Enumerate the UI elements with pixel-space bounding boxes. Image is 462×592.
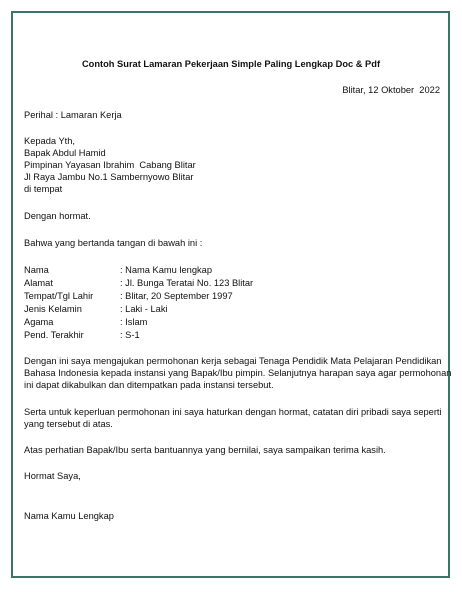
body-paragraph-line: yang tersebut di atas.: [24, 419, 113, 429]
closing: Hormat Saya,: [24, 471, 81, 481]
recipient-line: Bapak Abdul Hamid: [24, 148, 106, 158]
detail-label: Pend. Terakhir: [24, 330, 84, 340]
body-paragraph-line: Bahasa Indonesia kepada instansi yang Bapak/Ibu pimpin. Selanjutnya harapan saya agar permohonan: [24, 368, 452, 378]
detail-value: : Nama Kamu lengkap: [120, 265, 212, 275]
letter-subject: Perihal : Lamaran Kerja: [24, 110, 122, 120]
detail-label: Nama: [24, 265, 49, 275]
detail-label: Agama: [24, 317, 54, 327]
recipient-line: Jl Raya Jambu No.1 Sambernyowo Blitar: [24, 172, 194, 182]
recipient-line: Kepada Yth,: [24, 136, 76, 146]
body-paragraph-line: Serta untuk keperluan permohonan ini saya haturkan dengan hormat, catatan diri pribadi saya seperti: [24, 407, 442, 417]
letter-date: Blitar, 12 Oktober 2022: [342, 85, 440, 95]
detail-value: : Blitar, 20 September 1997: [120, 291, 233, 301]
signature-name: Nama Kamu Lengkap: [24, 511, 114, 521]
detail-label: Tempat/Tgl Lahir: [24, 291, 94, 301]
letter-title: Contoh Surat Lamaran Pekerjaan Simple Paling Lengkap Doc & Pdf: [81, 59, 381, 69]
detail-label: Jenis Kelamin: [24, 304, 82, 314]
body-paragraph-line: Atas perhatian Bapak/Ibu serta bantuannya yang bernilai, saya sampaikan terima kasih.: [24, 445, 386, 455]
detail-value: : S-1: [120, 330, 140, 340]
recipient-line: Pimpinan Yayasan Ibrahim Cabang Blitar: [24, 160, 196, 170]
body-paragraph-line: ini dapat dikabulkan dan ditempatkan pada instansi tersebut.: [24, 380, 274, 390]
detail-value: : Islam: [120, 317, 148, 327]
body-paragraph-line: Dengan ini saya mengajukan permohonan kerja sebagai Tenaga Pendidik Mata Pelajaran Pendidikan: [24, 356, 442, 366]
detail-value: : Laki - Laki: [120, 304, 168, 314]
intro-text: Bahwa yang bertanda tangan di bawah ini :: [24, 238, 203, 248]
detail-value: : Jl. Bunga Teratai No. 123 Blitar: [120, 278, 254, 288]
greeting: Dengan hormat.: [24, 211, 91, 221]
recipient-line: di tempat: [24, 184, 63, 194]
detail-label: Alamat: [24, 278, 53, 288]
